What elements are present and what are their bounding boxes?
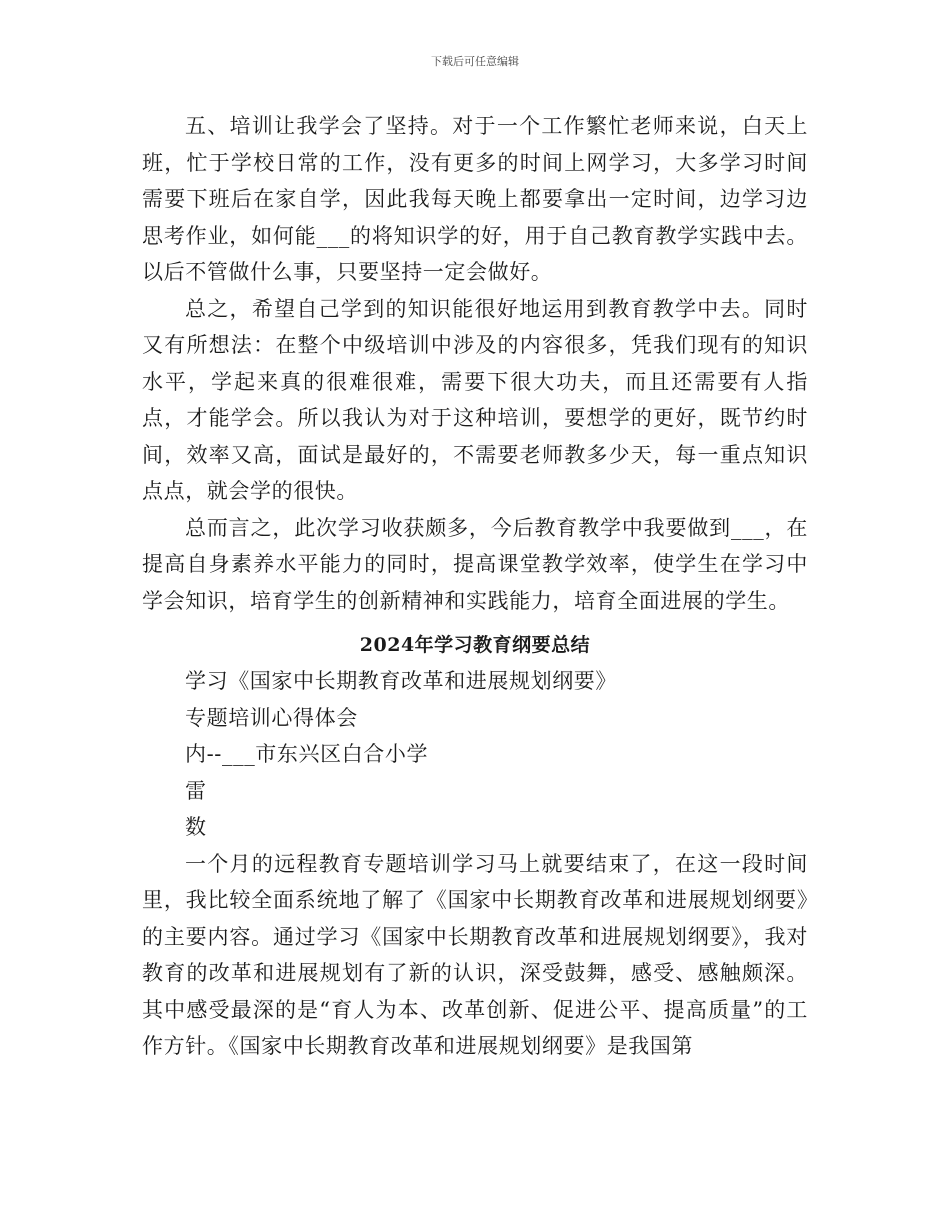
page-header-note: 下载后可任意编辑	[431, 55, 519, 68]
paragraph-3: 总而言之，此次学习收获颇多，今后教育教学中我要做到___，在提高自身素养水平能力的同时，提高课堂教学效率，使学生在学习中学会知识，培育学生的创新精神和实践能力，培育全面进展的学生。	[142, 515, 808, 613]
paragraph-1: 五、培训让我学会了坚持。对于一个工作繁忙老师来说，白天上班，忙于学校日常的工作，没有更多的时间上网学习，大多学习时间需要下班后在家自学，因此我每天晚上都要拿出一定时间，边学习边思考作业，如何能___的将知识学的好，用于自己教育教学实践中去。以后不管做什么事，只要坚持一定会做好。	[142, 114, 808, 284]
section-body-paragraph: 一个月的远程教育专题培训学习马上就要结束了，在这一段时间里，我比较全面系统地了解了《国家中长期教育改革和进展规划纲要》的主要内容。通过学习《国家中长期教育改革和进展规划纲要》，我对教育的改革和进展规划有了新的认识，深受鼓舞，感受、感触颇深。其中感受最深的是“育人为本、改革创新、促进公平、提高质量”的工作方针。《国家中长期教育改革和进展规划纲要》是我国第	[142, 851, 808, 1058]
document-body	[142, 108, 808, 1065]
subtitle-line-2: 专题培训心得体会	[185, 705, 358, 730]
subtitle-line-1: 学习《国家中长期教育改革和进展规划纲要》	[185, 669, 617, 693]
section-title: 2024年学习教育纲要总结	[359, 634, 591, 656]
author-school-line: 内--___市东兴区白合小学	[185, 742, 429, 766]
author-name-line-1: 雷	[185, 778, 207, 803]
paragraph-2: 总之，希望自己学到的知识能很好地运用到教育教学中去。同时又有所想法：在整个中级培训中涉及的内容很多，凭我们现有的知识水平，学起来真的很难很难，需要下很大功夫，而且还需要有人指点，才能学会。所以我认为对于这种培训，要想学的更好，既节约时间，效率又高，面试是最好的，不需要老师教多少天，每一重点知识点点，就会学的很快。	[142, 296, 808, 503]
author-name-line-2: 数	[185, 815, 207, 839]
